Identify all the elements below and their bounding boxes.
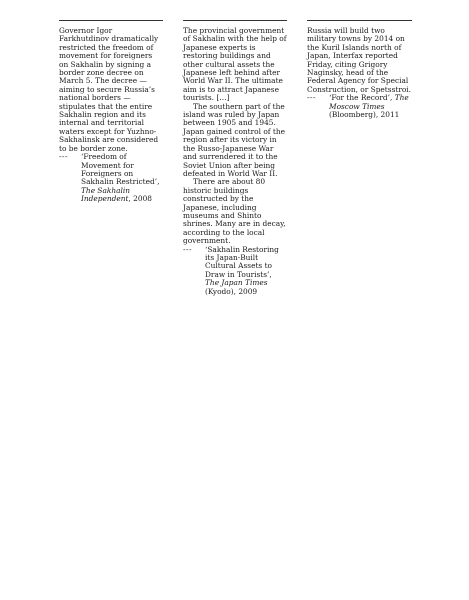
citation-dash: --- (307, 93, 316, 103)
citation-dash: --- (183, 244, 192, 254)
citation-year: (Kyodo), 2009 (205, 286, 258, 296)
column-3 (307, 20, 412, 119)
citation-publication: The Sakhalin Independent (81, 185, 131, 204)
citation-title: ‘Sakhalin Restoring its Japan-Built Cultural Assets to Draw in Tourists’, (205, 244, 279, 279)
citation-year: (Bloomberg), 2011 (329, 110, 400, 120)
citation-title: ‘Freedom of Movement for Foreigners on Sakhalin Restricted’, (81, 152, 160, 187)
article-paragraph: The provincial government of Sakhalin with the help of Japanese experts is restoring buildings and other cultural assets the Japanese left behind after World War II. The ultimate aim is to attract Japanese tourists. […] (183, 26, 287, 103)
citation-title: ‘For the Record’, (329, 93, 393, 103)
citation-reference (329, 94, 412, 119)
column-1 (59, 20, 163, 204)
citation-publication: The Moscow Times (329, 93, 409, 111)
citation-publication: The Japan Times (205, 278, 268, 288)
column-2 (183, 20, 287, 296)
citation-reference (81, 153, 163, 203)
source-citation (307, 94, 412, 119)
article-paragraph: There are about 80 historic buildings constructed by the Japanese, including museums and Shinto shrines. Many are in decay, according to the local government. (183, 177, 286, 246)
article-paragraph: Governor Igor Farkhutdinov dramatically restricted the freedom of movement for foreigners on Sakhalin by signing a border zone decree on March 5. The decree — aiming to secure Russia’s national borders — stipulates that the entire Sakhalin region and its internal and territorial waters except for Yuzhno-Sakhalinsk are considered to be border zone. (59, 26, 159, 153)
citation-year: , 2008 (128, 194, 152, 204)
source-citation (183, 246, 287, 296)
citation-reference (205, 246, 287, 296)
source-citation (59, 153, 163, 203)
citation-dash: --- (59, 152, 68, 162)
article-paragraph: The southern part of the island was ruled by Japan between 1905 and 1945. Japan gained control of the region after its victory in the Russo-Japanese War and surrendered it to the Soviet Union after being defeated in World War II. (183, 101, 285, 178)
article-paragraph: Russia will build two military towns by 2014 on the Kuril Islands north of Japan, Interfax reported Friday, citing Grigory Naginsky, head of the Federal Agency for Special Construction, or Spetsstroi. (307, 26, 412, 94)
